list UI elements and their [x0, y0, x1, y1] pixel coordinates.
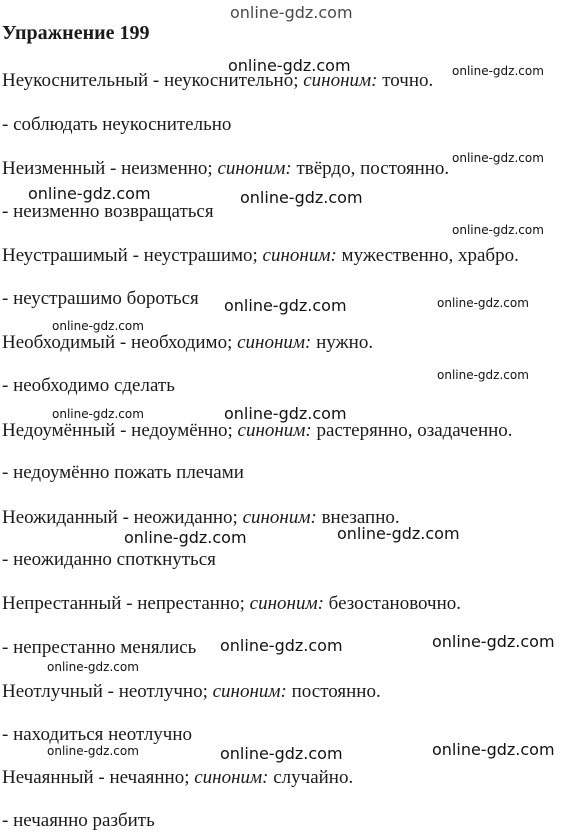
synonym-label: синоним:	[237, 420, 312, 441]
watermark: online-gdz.com	[452, 151, 544, 165]
synonym-value: внезапно.	[316, 507, 400, 528]
example-line: - неожиданно споткнуться	[2, 549, 216, 570]
entry-line	[2, 420, 513, 442]
watermark: online-gdz.com	[230, 3, 353, 22]
watermark: online-gdz.com	[437, 368, 529, 382]
synonym-label: синоним:	[249, 593, 324, 614]
entry-line	[2, 245, 519, 267]
watermark: online-gdz.com	[47, 744, 139, 758]
example-line: - необходимо сделать	[2, 375, 175, 396]
synonym-value: случайно.	[268, 767, 354, 788]
synonym-value: постоянно.	[286, 681, 381, 702]
entry-line	[2, 158, 449, 180]
example-line: - находиться неотлучно	[2, 724, 193, 745]
synonym-value: мужественно, храбро.	[336, 245, 519, 266]
example-line: - недоумённо пожать плечами	[2, 462, 244, 483]
synonym-value: твёрдо, постоянно.	[291, 158, 450, 179]
watermark: online-gdz.com	[452, 64, 544, 78]
synonym-value: нужно.	[311, 332, 374, 353]
synonym-label: синоним:	[194, 767, 269, 788]
entry-line	[2, 507, 400, 529]
watermark: online-gdz.com	[224, 296, 347, 315]
entry-word-pair: Неожиданный - неожиданно;	[2, 507, 243, 528]
watermark: online-gdz.com	[220, 636, 343, 655]
entry-word-pair: Нечаянный - нечаянно;	[2, 767, 195, 788]
entry-word-pair: Неотлучный - неотлучно;	[2, 681, 213, 702]
watermark: online-gdz.com	[432, 632, 555, 651]
watermark: online-gdz.com	[337, 524, 460, 543]
example-line: - нечаянно разбить	[2, 810, 155, 831]
synonym-value: безостановочно.	[323, 593, 462, 614]
watermark: online-gdz.com	[437, 296, 529, 310]
entry-word-pair: Неукоснительный - неукоснительно;	[2, 70, 304, 91]
watermark: online-gdz.com	[28, 184, 151, 203]
watermark: online-gdz.com	[432, 740, 555, 759]
synonym-label: синоним:	[303, 70, 378, 91]
synonym-value: точно.	[377, 70, 434, 91]
example-line: - неизменно возвращаться	[2, 201, 214, 222]
entry-line	[2, 70, 433, 92]
watermark: online-gdz.com	[240, 188, 363, 207]
synonym-label: синоним:	[262, 245, 337, 266]
synonym-label: синоним:	[212, 681, 287, 702]
entry-line	[2, 767, 353, 789]
entry-word-pair: Непрестанный - непрестанно;	[2, 593, 250, 614]
entry-word-pair: Недоумённый - недоумённо;	[2, 420, 238, 441]
synonym-label: синоним:	[217, 158, 292, 179]
watermark: online-gdz.com	[124, 528, 247, 547]
entry-line	[2, 593, 461, 615]
entry-line	[2, 332, 373, 354]
synonym-label: синоним:	[242, 507, 317, 528]
watermark: online-gdz.com	[220, 744, 343, 763]
entry-word-pair: Необходимый - необходимо;	[2, 332, 238, 353]
example-line: - непрестанно менялись	[2, 637, 197, 658]
synonym-value: растерянно, озадаченно.	[311, 420, 513, 441]
exercise-title: Упражнение 199	[2, 22, 150, 44]
example-line: - неустрашимо бороться	[2, 288, 199, 309]
watermark: online-gdz.com	[52, 407, 144, 421]
watermark: online-gdz.com	[224, 404, 347, 423]
synonym-label: синоним:	[237, 332, 312, 353]
watermark: online-gdz.com	[47, 660, 139, 674]
entry-word-pair: Неустрашимый - неустрашимо;	[2, 245, 263, 266]
watermark: online-gdz.com	[52, 319, 144, 333]
watermark: online-gdz.com	[452, 223, 544, 237]
example-line: - соблюдать неукоснительно	[2, 114, 232, 135]
watermark: online-gdz.com	[228, 56, 351, 75]
entry-line	[2, 681, 381, 703]
entry-word-pair: Неизменный - неизменно;	[2, 158, 218, 179]
